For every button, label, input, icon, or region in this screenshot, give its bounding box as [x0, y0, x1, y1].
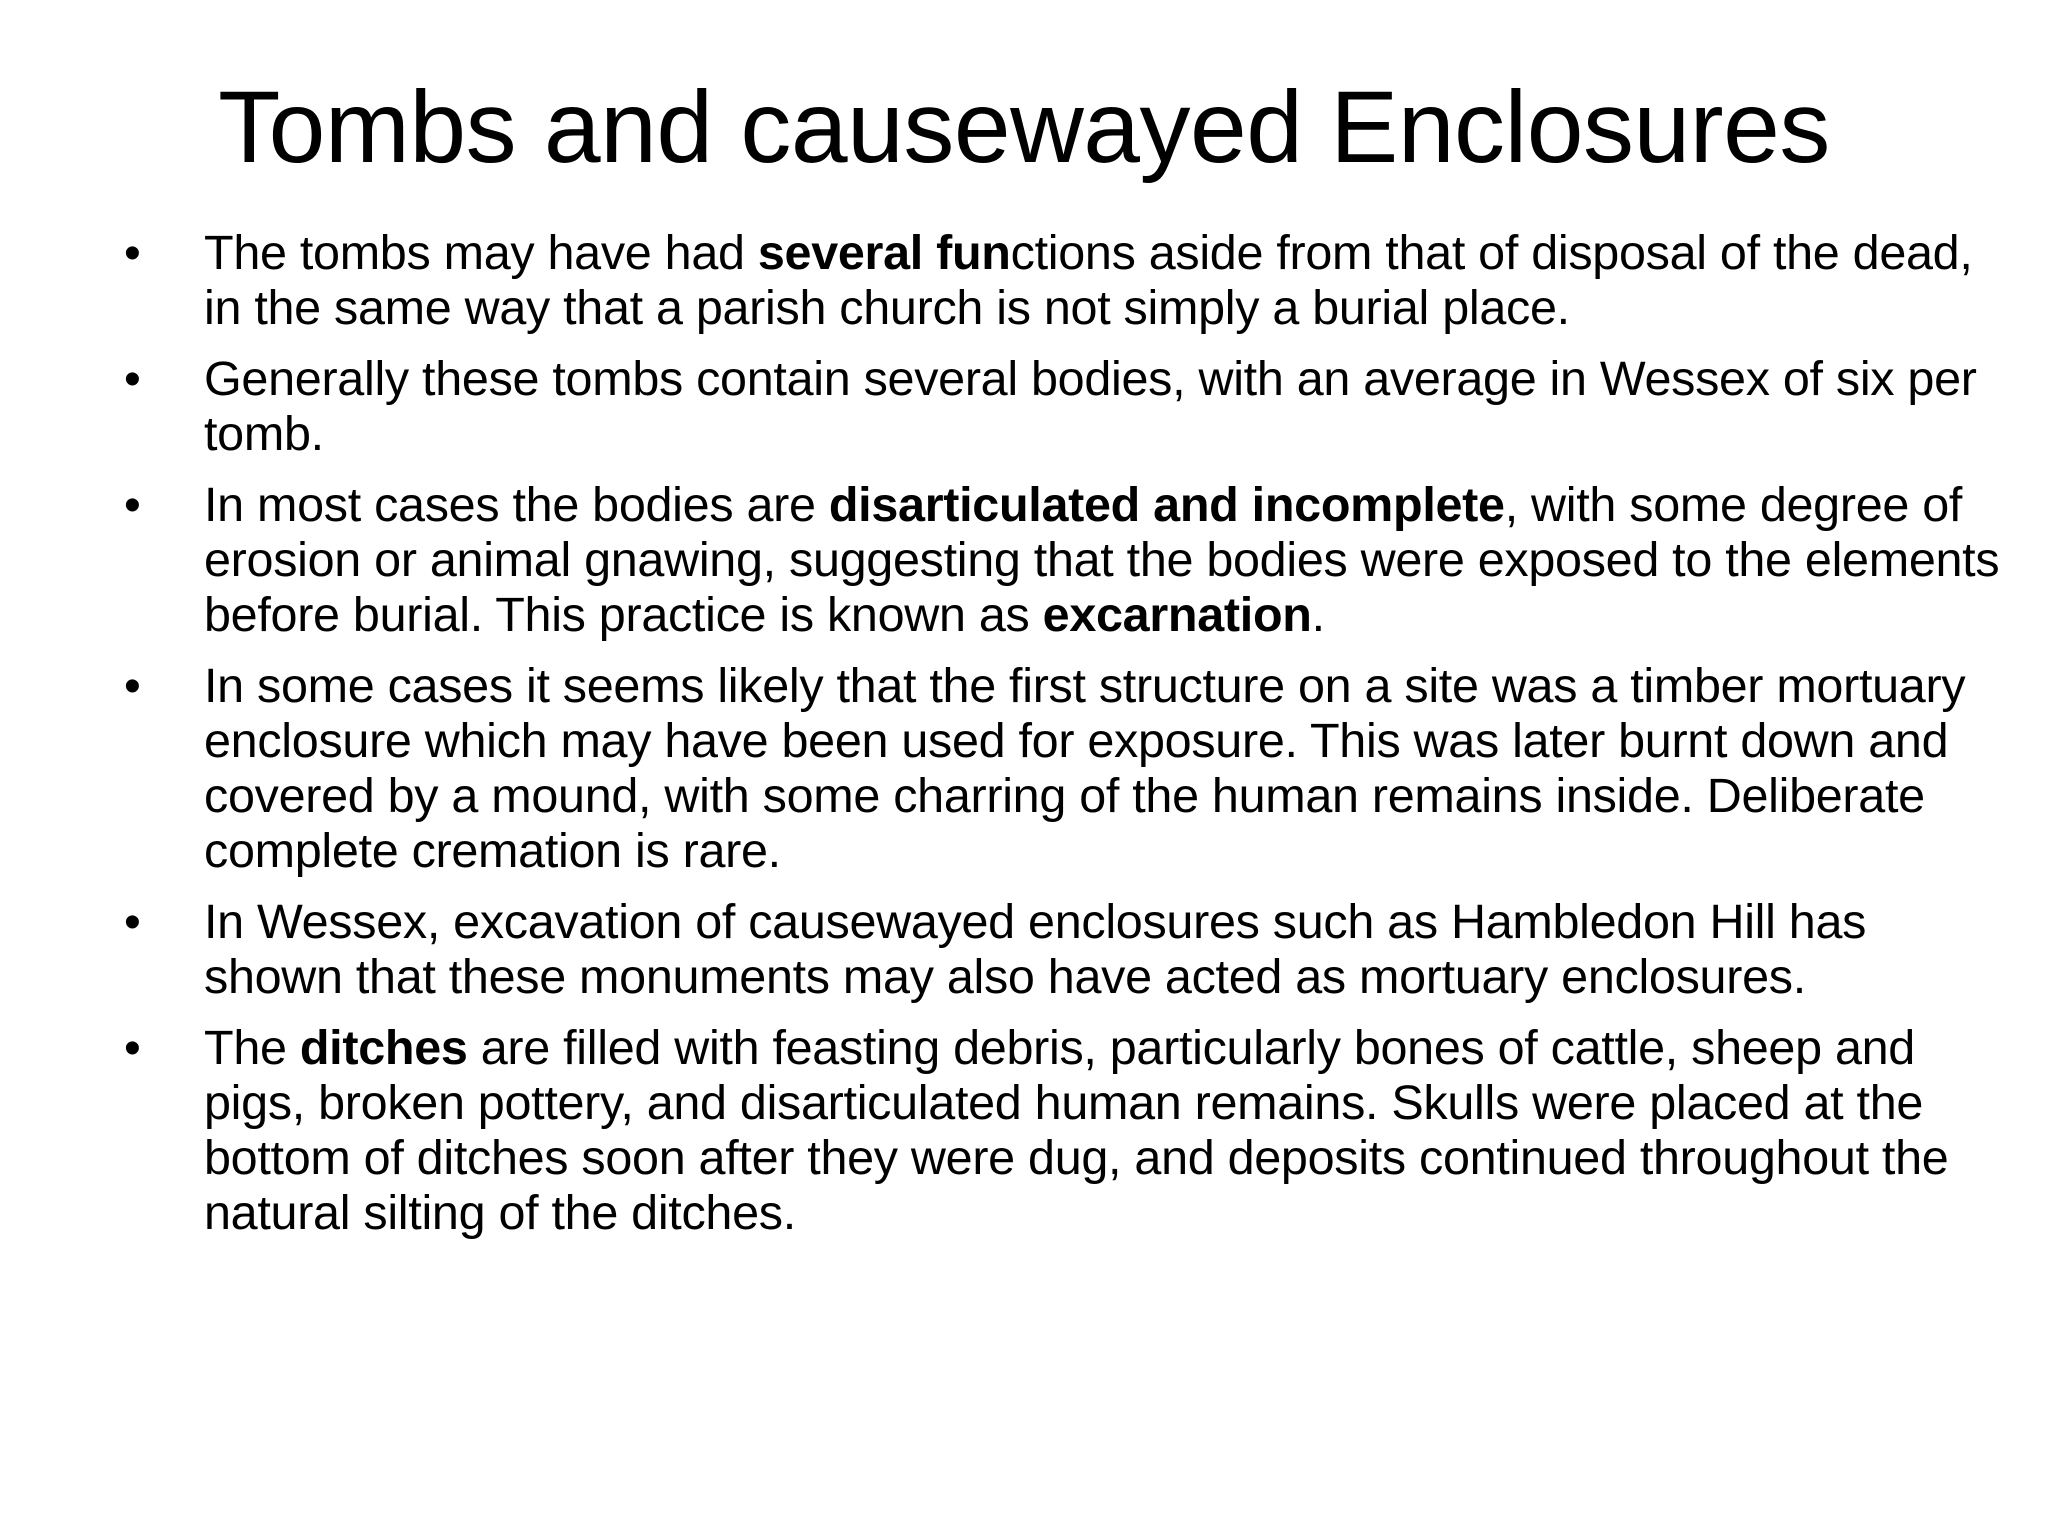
text-segment: ctions aside from that of disposal of the dead, in the same way that a parish church is not simply a burial place. — [204, 226, 1973, 335]
bold-text-segment: several fun — [757, 226, 1011, 280]
bullet-text — [204, 352, 1977, 461]
text-segment: are filled with feasting debris, particularly bones of cattle, sheep and pigs, broken pottery, and disarticulated human remains. Skulls were placed at the bottom of ditches soon after they were dug, and deposits continued throughout the natural silting of the ditches. — [204, 1021, 1949, 1240]
bullet-list — [120, 226, 2000, 1257]
bullet-text — [204, 895, 1866, 1004]
bullet-item — [120, 895, 2000, 1005]
bold-text-segment: ditches — [299, 1021, 468, 1075]
bullet-marker: • — [124, 227, 141, 280]
bullet-marker: • — [124, 660, 141, 713]
text-segment: In most cases the bodies are — [204, 478, 829, 532]
bullet-item — [120, 352, 2000, 462]
bullet-item — [120, 659, 2000, 879]
bullet-text — [204, 659, 1965, 878]
text-segment: In some cases it seems likely that the first structure on a site was a timber mortuary enclosure which may have been used for exposure. This was later burnt down and covered by a mound, with some charring of the human remains inside. Deliberate complete cremation is rare. — [204, 659, 1966, 878]
bullet-text — [204, 478, 1999, 642]
bullet-item — [120, 1021, 2000, 1241]
text-segment: The tombs may have had — [204, 226, 758, 280]
bullet-marker: • — [124, 479, 141, 532]
bold-text-segment: excarnation — [1042, 588, 1312, 642]
slide-title: Tombs and causewayed Enclosures — [218, 70, 1830, 184]
bold-text-segment: disarticulated and incomplete — [828, 478, 1505, 532]
text-segment: . — [1311, 588, 1325, 642]
bullet-marker: • — [124, 896, 141, 949]
text-segment: Generally these tombs contain several bodies, with an average in Wessex of six per tomb. — [204, 352, 1977, 461]
text-segment: In Wessex, excavation of causewayed enclosures such as Hambledon Hill has shown that these monuments may also have acted as mortuary enclosures. — [204, 895, 1867, 1004]
bullet-marker: • — [124, 1022, 141, 1075]
bullet-item — [120, 478, 2000, 643]
bullet-item — [120, 226, 2000, 336]
text-segment: , with some degree of erosion or animal gnawing, suggesting that the bodies were exposed to the elements before burial. This practice is known as — [204, 478, 2000, 642]
text-segment: The — [204, 1021, 300, 1075]
bullet-text — [204, 1021, 1948, 1240]
bullet-marker: • — [124, 353, 141, 406]
bullet-text — [204, 226, 1973, 335]
